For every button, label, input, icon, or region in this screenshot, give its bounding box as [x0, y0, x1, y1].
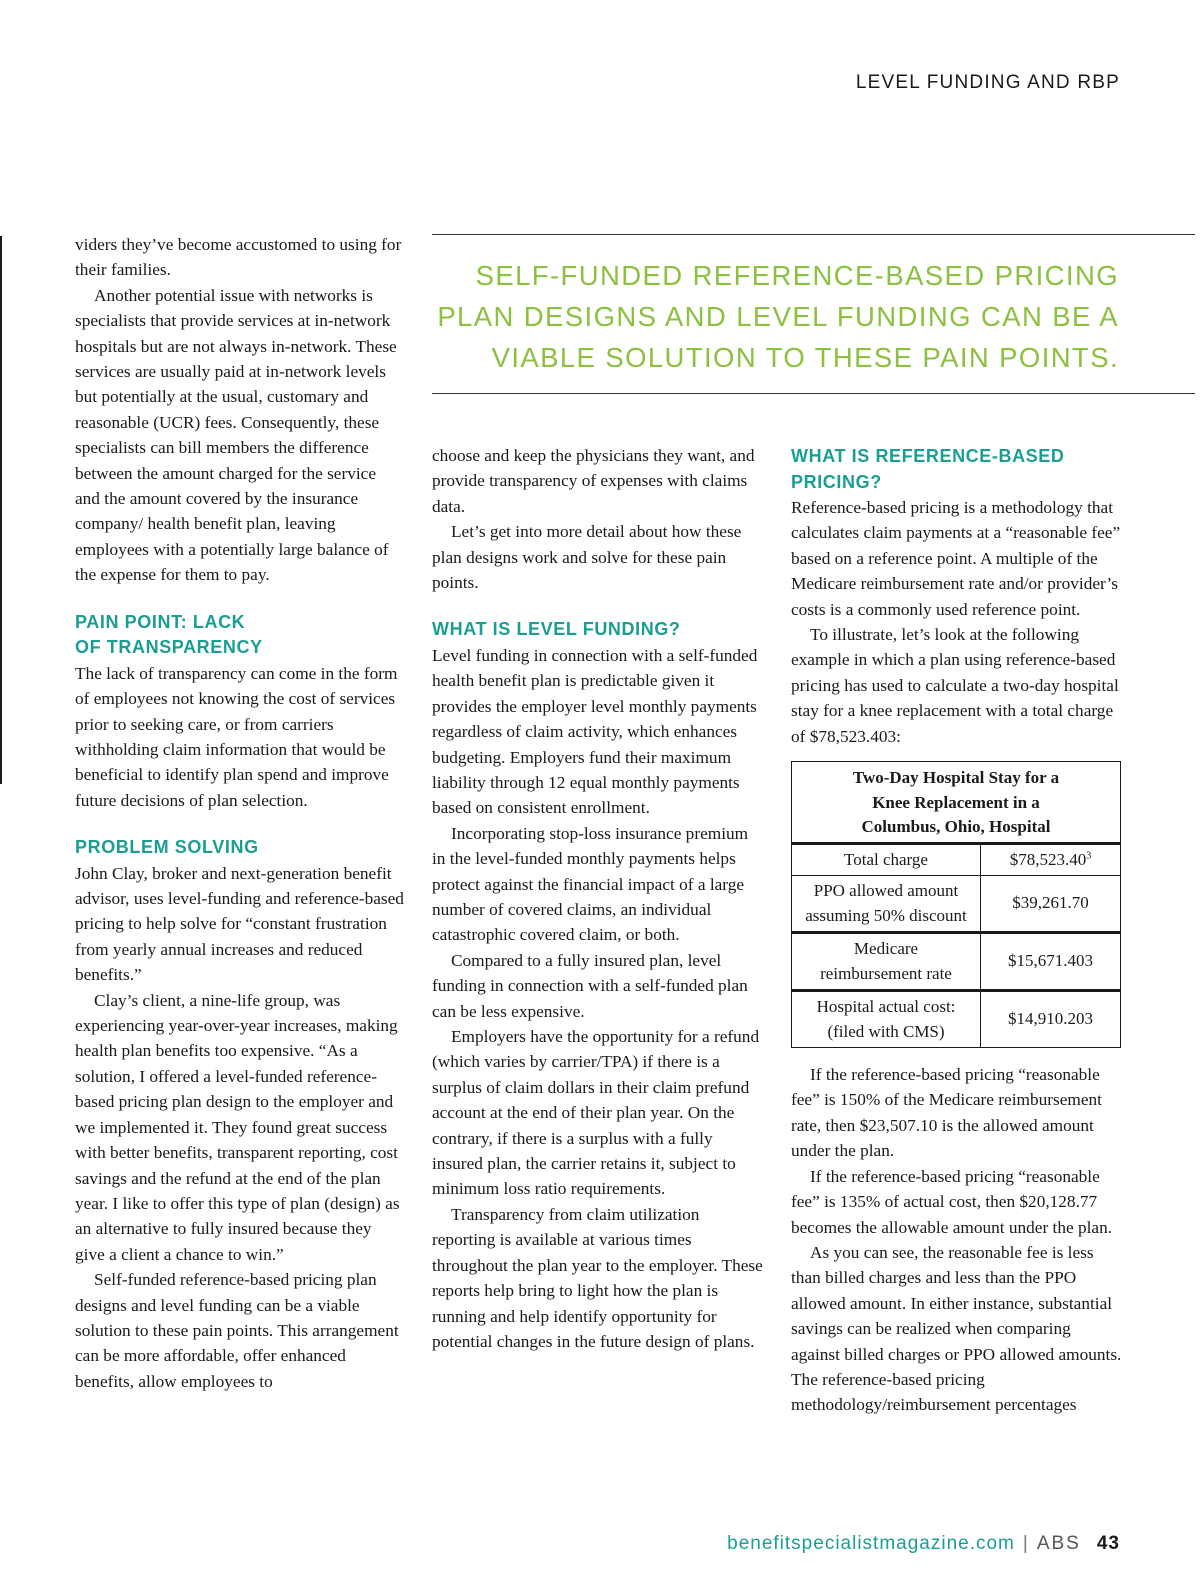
pull-quote-text: SELF-FUNDED REFERENCE-BASED PRICING PLAN DESIGNS AND LEVEL FUNDING CAN BE A VIABLE SOLUTION TO THESE PAIN POINTS.	[437, 260, 1119, 373]
table-row-label	[792, 876, 981, 933]
page-number: 43	[1096, 1533, 1120, 1554]
table-row-value-text: $78,523.40	[1009, 849, 1087, 869]
table-title	[792, 762, 1121, 844]
col1-paragraph-1: viders they’ve become accustomed to using for their families.	[75, 235, 402, 280]
col1-paragraph-6: Self-funded reference-based pricing plan designs and level funding can be a viable solution to these pain points. This arrangement can be more affordable, offer enhanced benefits, allow employees to	[75, 1270, 399, 1391]
col3-paragraph-2: To illustrate, let’s look at the following example in which a plan using reference-based pricing has used to calculate a two-day hospital stay for a knee replacement with a total charge of $78,523.403:	[791, 625, 1119, 746]
column-3	[791, 444, 1123, 1418]
heading-rbp-line1: WHAT IS REFERENCE-BASED	[791, 446, 1065, 466]
column-2	[432, 443, 764, 1354]
table-row	[792, 843, 1121, 876]
page-footer	[727, 1533, 1120, 1555]
col2-paragraph-2: Let’s get into more detail about how these plan designs work and solve for these pain points.	[432, 522, 742, 593]
table-title-line1: Two-Day Hospital Stay for a	[852, 768, 1060, 788]
left-margin-rule	[0, 236, 2, 784]
col1-paragraph-5: Clay’s client, a nine-life group, was experiencing year-over-year increases, making health plan benefits too expensive. “As a solution, I offered a level-funded reference-based pricing plan design to the employer and we implemented it. They found great success with better benefits, transparent reporting, cost savings and the refund at the end of the plan year. I like to offer this type of plan (design) as an alternative to fully insured because they give a client a chance to win.”	[75, 990, 400, 1264]
table-row-label	[792, 991, 981, 1048]
col2-paragraph-3: Level funding in connection with a self-funded health benefit plan is predictable given it provides the employer level monthly payments regardless of claim activity, which enhances budgeting. Employers fund their maximum liability through 12 equal monthly payments based on consistent enrollment.	[432, 645, 758, 818]
table-row-label-line2: assuming 50% discount	[805, 905, 967, 925]
table-row-label-line1: Medicare	[853, 939, 919, 959]
table-row	[792, 933, 1121, 991]
table-title-line2: Knee Replacement in a	[872, 792, 1040, 812]
table-row-label-line2: (filed with CMS)	[827, 1021, 945, 1041]
table-row-label-line2: reimbursement rate	[820, 963, 952, 983]
col3-paragraph-1: Reference-based pricing is a methodology that calculates claim payments at a “reasonable fee” based on a reference point. A multiple of the Medicare reimbursement rate and/or provider’s costs is a commonly used reference point.	[791, 498, 1121, 619]
col2-paragraph-7: Transparency from claim utilization reporting is available at various times throughout the plan year to the employer. These reports help bring to light how the plan is running and help identify opportunity for potential changes in the future design of plans.	[432, 1204, 763, 1351]
col2-paragraph-4: Incorporating stop-loss insurance premium in the level-funded monthly payments helps protect against the financial impact of a large number of covered claims, an individual catastrophic covered claim, or both.	[432, 823, 749, 945]
running-head: LEVEL FUNDING AND RBP	[855, 72, 1120, 93]
col1-paragraph-4: John Clay, broker and next-generation benefit advisor, uses level-funding and reference-based pricing to help solve for “constant frustration from yearly annual increases and reduced benefits.”	[75, 863, 404, 985]
table-row-label	[792, 933, 981, 991]
heading-level-funding: WHAT IS LEVEL FUNDING?	[432, 619, 681, 640]
col1-paragraph-2: Another potential issue with networks is specialists that provide services at in-network hospitals but are not always in-network. These services are usually paid at in-network levels but potentially at the usual, customary and reasonable (UCR) fees. Consequently, these specialists can bill members the difference between the amount charged for the service and the amount covered by the insurance company/ health benefit plan, leaving employees with a potentially large balance of the expense for them to pay.	[75, 285, 397, 585]
heading-reference-based-pricing	[791, 444, 1123, 495]
col1-paragraph-3: The lack of transparency can come in the form of employees not knowing the cost of services prior to seeking care, or from carriers withholding claim information that would be beneficial to identify plan spend and improve future decisions of plan selection.	[75, 663, 398, 810]
pull-quote-box	[432, 234, 1195, 394]
col3-paragraph-3: If the reference-based pricing “reasonable fee” is 150% of the Medicare reimbursement rate, then $23,507.10 is the allowed amount under the plan.	[791, 1065, 1102, 1161]
col2-paragraph-6: Employers have the opportunity for a refund (which varies by carrier/TPA) if there is a surplus of claim dollars in their claim prefund account at the end of their plan year. On the contrary, if there is a surplus with a fully insured plan, the carrier retains it, subject to minimum loss ratio requirements.	[432, 1027, 760, 1199]
table-row-footnote: 3	[1086, 849, 1092, 861]
hospital-cost-table	[791, 761, 1121, 1048]
col2-paragraph-1: choose and keep the physicians they want, and provide transparency of expenses with claims data.	[432, 446, 755, 516]
table-row-value	[981, 843, 1121, 876]
table-header-row	[792, 762, 1121, 844]
table-row	[792, 876, 1121, 933]
col3-paragraph-5: As you can see, the reasonable fee is less than billed charges and less than the PPO allowed amount. In either instance, substantial savings can be realized when comparing against billed charges or PPO allowed amounts. The reference-based pricing methodology/reimbursement percentages	[791, 1242, 1122, 1415]
col2-paragraph-5: Compared to a fully insured plan, level funding in connection with a self-funded plan can be less expensive.	[432, 950, 748, 1021]
table-row	[792, 991, 1121, 1048]
heading-problem-solving: PROBLEM SOLVING	[75, 837, 259, 858]
heading-pain-point	[75, 610, 405, 661]
column-1	[75, 232, 405, 1394]
table-row-value: $14,910.203	[981, 991, 1121, 1048]
table-row-label-line1: Hospital actual cost:	[816, 997, 956, 1017]
heading-rbp-line2: PRICING?	[791, 471, 882, 492]
col3-paragraph-4: If the reference-based pricing “reasonable fee” is 135% of actual cost, then $20,128.77 becomes the allowable amount under the plan.	[791, 1166, 1113, 1237]
heading-pain-point-line2: OF TRANSPARENCY	[75, 637, 263, 658]
table-title-line3: Columbus, Ohio, Hospital	[861, 817, 1051, 837]
heading-pain-point-line1: PAIN POINT: LACK	[75, 611, 246, 632]
table-row-value: $15,671.403	[981, 933, 1121, 991]
table-row-label: Total charge	[792, 843, 981, 876]
footer-publication: ABS	[1036, 1533, 1081, 1554]
table-row-label-line1: PPO allowed amount	[813, 881, 959, 901]
footer-separator: |	[1022, 1533, 1029, 1554]
table-row-value: $39,261.70	[981, 876, 1121, 933]
footer-website-link[interactable]: benefitspecialistmagazine.com	[727, 1533, 1015, 1554]
